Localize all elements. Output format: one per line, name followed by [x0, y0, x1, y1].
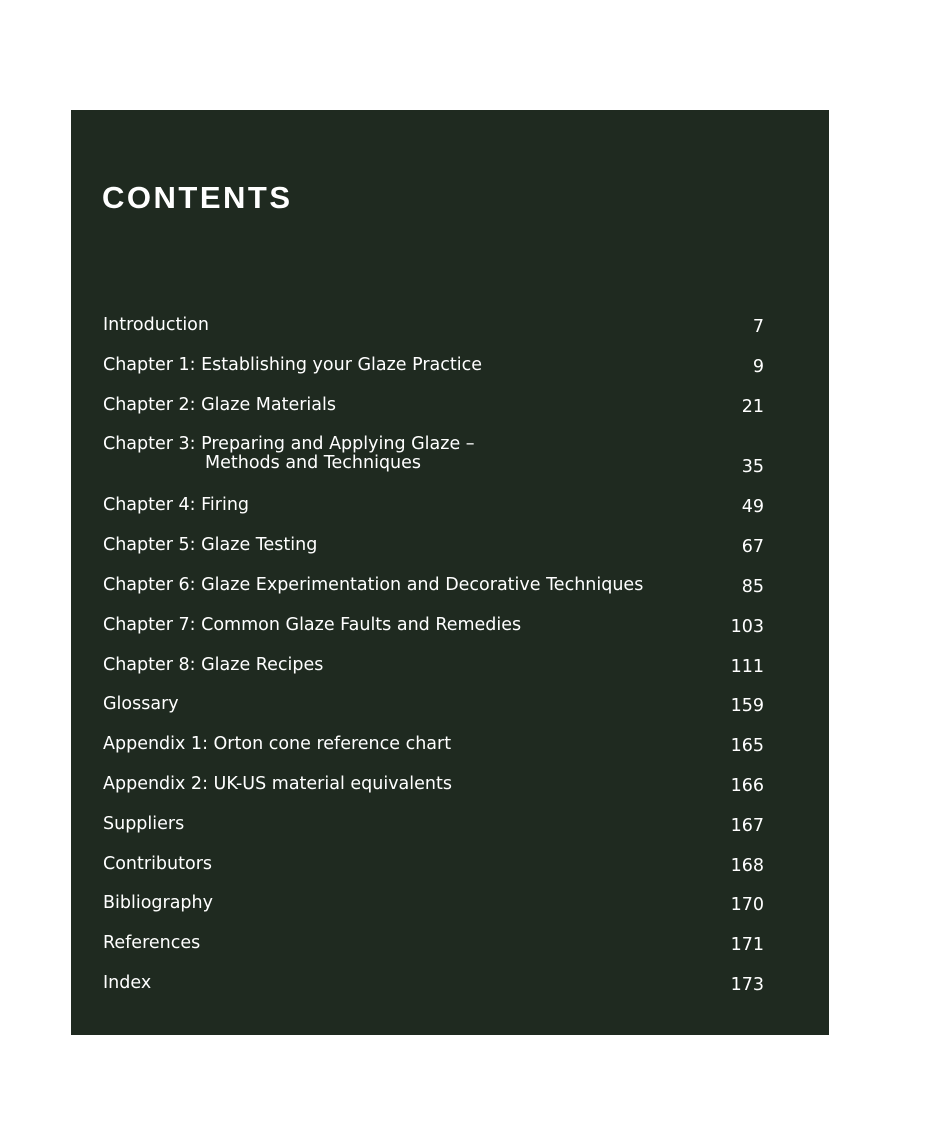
table-of-contents — [103, 310, 764, 1008]
toc-entry-suppliers[interactable] — [103, 809, 764, 849]
toc-entry-page: 173 — [730, 974, 764, 995]
toc-entry-title: Chapter 5: Glaze Testing — [103, 535, 318, 556]
toc-entry-title-line1: Chapter 3: Preparing and Applying Glaze – — [103, 434, 475, 455]
toc-entry-chapter-5[interactable] — [103, 530, 764, 570]
toc-entry-index[interactable] — [103, 968, 764, 1008]
toc-entry-references[interactable] — [103, 928, 764, 968]
toc-entry-bibliography[interactable] — [103, 888, 764, 928]
toc-entry-title — [103, 431, 475, 473]
toc-entry-appendix-1[interactable] — [103, 729, 764, 769]
toc-entry-title: Contributors — [103, 853, 213, 874]
toc-entry-title-line2: Methods and Techniques — [205, 453, 422, 474]
toc-entry-page: 9 — [752, 356, 764, 377]
toc-entry-page: 7 — [752, 317, 764, 337]
toc-entry-title: Appendix 2: UK-US material equivalents — [103, 773, 452, 794]
toc-entry-title: Chapter 2: Glaze Materials — [103, 394, 336, 415]
toc-entry-chapter-8[interactable] — [103, 650, 764, 690]
toc-entry-title: References — [103, 933, 201, 954]
toc-entry-title: Chapter 6: Glaze Experimentation and Decorative Techniques — [103, 574, 644, 595]
toc-entry-page: 166 — [730, 775, 764, 796]
toc-entry-title: Bibliography — [103, 893, 213, 914]
toc-entry-chapter-2[interactable] — [103, 390, 764, 430]
toc-entry-title: Chapter 1: Establishing your Glaze Practice — [103, 354, 483, 375]
toc-entry-chapter-1[interactable] — [103, 350, 764, 390]
toc-entry-page: 168 — [730, 855, 764, 876]
toc-entry-page: 21 — [741, 396, 764, 417]
toc-entry-page: 103 — [730, 616, 764, 637]
toc-entry-introduction[interactable] — [103, 310, 764, 350]
toc-entry-page: 35 — [741, 457, 764, 478]
toc-entry-page: 167 — [730, 815, 764, 836]
contents-heading: CONTENTS — [102, 180, 293, 215]
toc-entry-title: Appendix 1: Orton cone reference chart — [103, 734, 452, 755]
toc-entry-title: Glossary — [103, 694, 179, 715]
toc-entry-page: 165 — [730, 736, 764, 757]
contents-panel — [71, 110, 829, 1035]
toc-entry-chapter-3[interactable] — [103, 429, 764, 490]
toc-entry-page: 67 — [741, 537, 764, 558]
toc-entry-title: Chapter 7: Common Glaze Faults and Remedies — [103, 614, 522, 635]
toc-entry-page: 49 — [741, 497, 764, 518]
toc-entry-chapter-4[interactable] — [103, 490, 764, 530]
toc-entry-page: 170 — [730, 895, 764, 916]
toc-entry-chapter-7[interactable] — [103, 610, 764, 650]
toc-entry-chapter-6[interactable] — [103, 570, 764, 610]
toc-entry-title: Index — [103, 972, 152, 993]
toc-entry-page: 85 — [741, 576, 764, 597]
toc-entry-page: 111 — [730, 656, 764, 677]
toc-entry-title: Suppliers — [103, 813, 185, 834]
toc-entry-title: Chapter 8: Glaze Recipes — [103, 654, 324, 675]
toc-entry-contributors[interactable] — [103, 849, 764, 889]
toc-entry-title: Introduction — [103, 315, 209, 335]
toc-entry-page: 159 — [730, 696, 764, 717]
toc-entry-appendix-2[interactable] — [103, 769, 764, 809]
toc-entry-title: Chapter 4: Firing — [103, 495, 250, 516]
toc-entry-page: 171 — [730, 935, 764, 956]
toc-entry-glossary[interactable] — [103, 689, 764, 729]
